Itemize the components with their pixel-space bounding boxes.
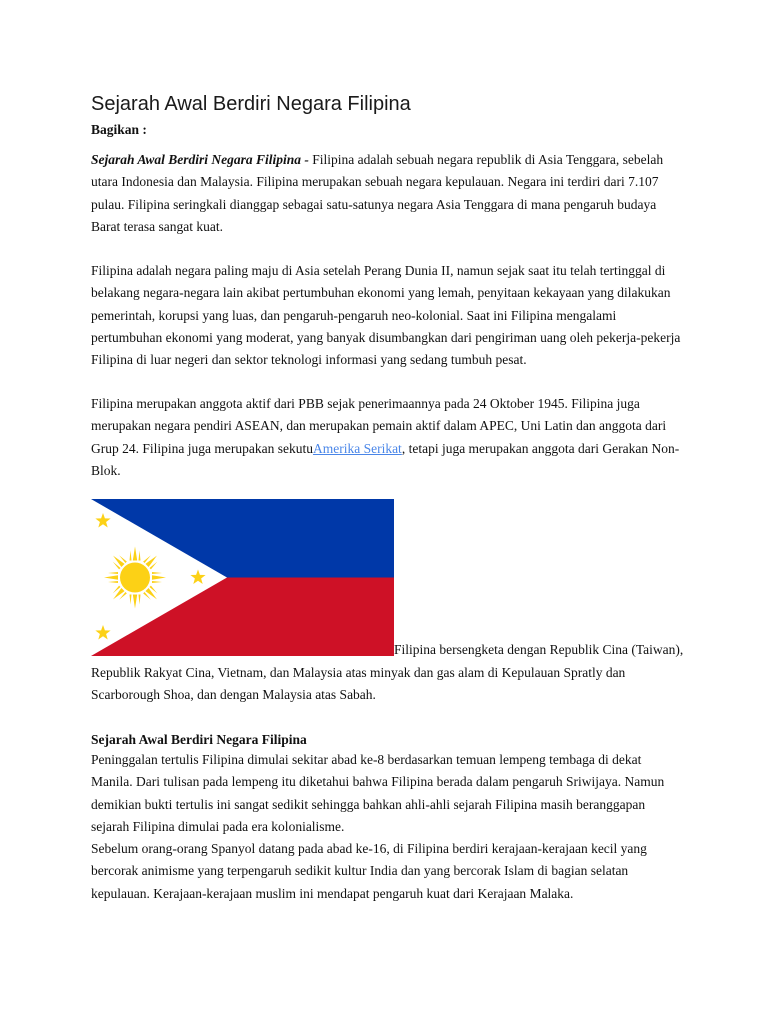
section-paragraph: Peninggalan tertulis Filipina dimulai sekitar abad ke-8 berdasarkan temuan lempeng tembaga di dekat Manila. Dari tulisan pada lempeng itu diketahui bahwa Filipina berada dalam pengaruh Sriwijaya. Namun demikian bukti tertulis ini sangat sedikit sehingga bahkan ahli-ahli sejarah Filipina masih beranggapan sejarah Filipina dimulai pada era kolonialisme. [91, 752, 665, 834]
section-heading: Sejarah Awal Berdiri Negara Filipina [91, 732, 307, 747]
intro-lead: Sejarah Awal Berdiri Negara Filipina - [91, 152, 309, 167]
intro-paragraph [91, 149, 683, 238]
flag-caption: Filipina bersengketa dengan Republik Cina (Taiwan), [394, 642, 684, 657]
paragraph-international-text: Filipina merupakan anggota aktif dari PBB sejak penerimaannya pada 24 Oktober 1945. Filipina juga merupakan negara pendiri ASEAN, dan merupakan pemain aktif dalam APEC, Uni Latin dan anggota dari Grup 24. Filipina juga merupakan sekutu [91, 396, 667, 456]
share-label: Bagikan : [91, 122, 147, 137]
section-body [91, 749, 683, 905]
paragraph-disputes: Republik Rakyat Cina, Vietnam, dan Malaysia atas minyak dan gas alam di Kepulauan Spratly dan Scarborough Shoa, dan dengan Malaysia atas Sabah. [91, 665, 626, 703]
intro-text: Filipina adalah sebuah negara republik di Asia Tenggara, sebelah utara Indonesia dan Malaysia. Filipina merupakan sebuah negara kepulauan. Negara ini terdiri dari 7.107 pulau. Filipina seringkali dianggap sebagai satu-satunya negara Asia Tenggara di mana pengaruh budaya Barat terasa sangat kuat. [91, 152, 664, 234]
sun-icon [104, 547, 166, 609]
paragraph-international-tail: , tetapi juga merupakan anggota dari Gerakan Non-Blok. [91, 440, 680, 478]
page-title: Sejarah Awal Berdiri Negara Filipina [91, 93, 411, 115]
philippines-flag-image [91, 499, 394, 656]
amerika-serikat-link[interactable]: Amerika Serikat [312, 440, 402, 456]
paragraph-economy: Filipina adalah negara paling maju di Asia setelah Perang Dunia II, namun sejak saat itu telah tertinggal di belakang negara-negara lain akibat pertumbuhan ekonomi yang lemah, penyitaan kekayaan yang dilakukan pemerintah, korupsi yang luas, dan pengaruh-pengaruh neo-kolonial. Saat ini Filipina mengalami pertumbuhan ekonomi yang moderat, yang banyak disumbangkan dari pengiriman uang oleh pekerja-pekerja Filipina di luar negeri dan sektor teknologi informasi yang sedang tumbuh pesat. [91, 263, 681, 368]
paragraph-international [91, 393, 683, 482]
section-paragraph: Sebelum orang-orang Spanyol datang pada abad ke-16, di Filipina berdiri kerajaan-kerajaan kecil yang bercorak animisme yang terpengaruh sedikit kultur India dan yang bercorak Islam di bagian selatan kepulauan. Kerajaan-kerajaan muslim ini mendapat pengaruh kuat dari Kerajaan Malaka. [91, 841, 647, 901]
